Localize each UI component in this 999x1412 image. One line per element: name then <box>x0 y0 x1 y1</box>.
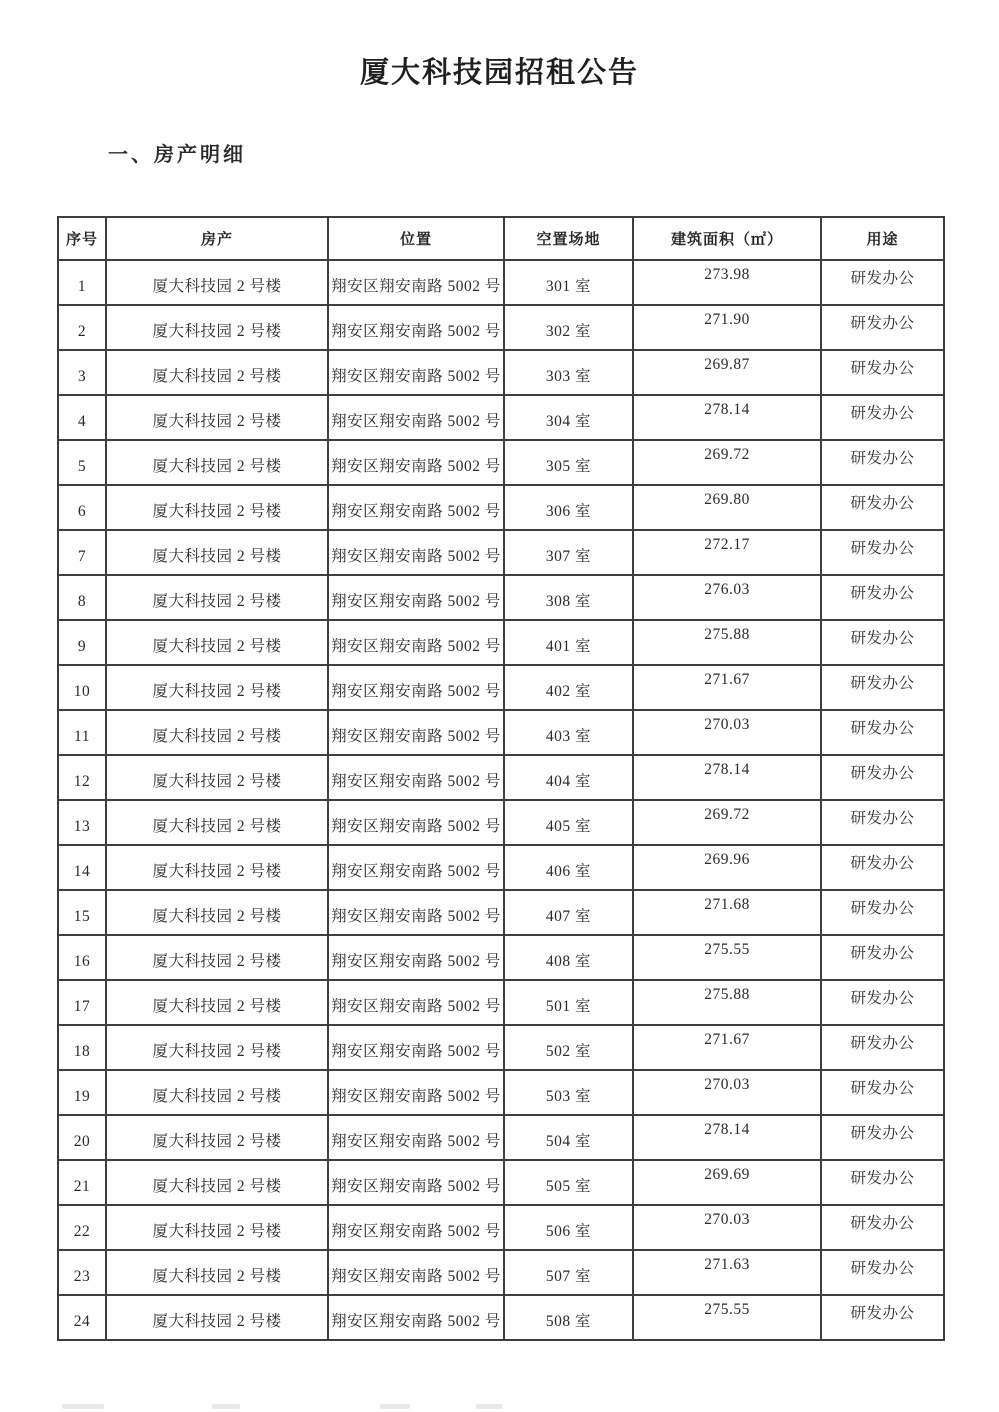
table-cell: 307 室 <box>504 530 633 575</box>
table-cell: 402 室 <box>504 665 633 710</box>
table-cell: 16 <box>58 935 106 980</box>
table-cell: 翔安区翔安南路 5002 号 <box>328 755 504 800</box>
table-row <box>58 1250 944 1295</box>
table-cell: 厦大科技园 2 号楼 <box>106 575 328 620</box>
table-cell: 翔安区翔安南路 5002 号 <box>328 620 504 665</box>
table-row <box>58 710 944 755</box>
table-row <box>58 260 944 305</box>
table-cell: 11 <box>58 710 106 755</box>
table-cell: 508 室 <box>504 1295 633 1340</box>
table-row <box>58 980 944 1025</box>
table-cell: 厦大科技园 2 号楼 <box>106 440 328 485</box>
table-cell: 302 室 <box>504 305 633 350</box>
table-cell: 10 <box>58 665 106 710</box>
table-cell: 研发办公 <box>821 575 944 620</box>
table-cell: 研发办公 <box>821 1160 944 1205</box>
table-cell: 14 <box>58 845 106 890</box>
table-cell: 401 室 <box>504 620 633 665</box>
table-cell: 翔安区翔安南路 5002 号 <box>328 1250 504 1295</box>
table-cell: 翔安区翔安南路 5002 号 <box>328 800 504 845</box>
table-cell: 研发办公 <box>821 305 944 350</box>
table-cell: 406 室 <box>504 845 633 890</box>
table-cell: 研发办公 <box>821 260 944 305</box>
table-cell: 厦大科技园 2 号楼 <box>106 800 328 845</box>
table-cell: 厦大科技园 2 号楼 <box>106 980 328 1025</box>
table-cell: 研发办公 <box>821 395 944 440</box>
table-cell: 厦大科技园 2 号楼 <box>106 305 328 350</box>
table-cell: 502 室 <box>504 1025 633 1070</box>
table-cell: 3 <box>58 350 106 395</box>
table-cell: 翔安区翔安南路 5002 号 <box>328 710 504 755</box>
table-cell: 翔安区翔安南路 5002 号 <box>328 665 504 710</box>
table-cell: 17 <box>58 980 106 1025</box>
table-cell: 269.72 <box>633 800 821 845</box>
table-cell: 269.87 <box>633 350 821 395</box>
table-cell: 研发办公 <box>821 845 944 890</box>
cutoff-text-fragment <box>476 1404 502 1409</box>
table-cell: 研发办公 <box>821 935 944 980</box>
table-cell: 21 <box>58 1160 106 1205</box>
table-cell: 5 <box>58 440 106 485</box>
table-cell: 13 <box>58 800 106 845</box>
table-cell: 278.14 <box>633 1115 821 1160</box>
table-cell: 505 室 <box>504 1160 633 1205</box>
table-header-cell: 空置场地 <box>504 217 633 260</box>
table-body <box>58 260 944 1340</box>
table-cell: 2 <box>58 305 106 350</box>
table-cell: 研发办公 <box>821 1250 944 1295</box>
table-header-cell: 序号 <box>58 217 106 260</box>
table-row <box>58 395 944 440</box>
table-cell: 408 室 <box>504 935 633 980</box>
table-cell: 271.67 <box>633 1025 821 1070</box>
table-cell: 278.14 <box>633 755 821 800</box>
table-cell: 翔安区翔安南路 5002 号 <box>328 1205 504 1250</box>
table-header-cell: 用途 <box>821 217 944 260</box>
table-cell: 276.03 <box>633 575 821 620</box>
cutoff-text-fragment <box>212 1404 240 1409</box>
table-cell: 270.03 <box>633 1205 821 1250</box>
table-row <box>58 1295 944 1340</box>
table-cell: 厦大科技园 2 号楼 <box>106 620 328 665</box>
table-cell: 研发办公 <box>821 665 944 710</box>
table-row <box>58 890 944 935</box>
table-cell: 厦大科技园 2 号楼 <box>106 710 328 755</box>
table-cell: 504 室 <box>504 1115 633 1160</box>
cutoff-text-fragment <box>380 1404 410 1409</box>
table-row <box>58 575 944 620</box>
table-cell: 403 室 <box>504 710 633 755</box>
table-cell: 厦大科技园 2 号楼 <box>106 890 328 935</box>
table-cell: 301 室 <box>504 260 633 305</box>
table-cell: 研发办公 <box>821 620 944 665</box>
table-cell: 研发办公 <box>821 1295 944 1340</box>
table-cell: 翔安区翔安南路 5002 号 <box>328 530 504 575</box>
table-cell: 1 <box>58 260 106 305</box>
page-title: 厦大科技园招租公告 <box>359 57 639 89</box>
table-cell: 405 室 <box>504 800 633 845</box>
table-cell: 501 室 <box>504 980 633 1025</box>
table-cell: 18 <box>58 1025 106 1070</box>
table-cell: 275.88 <box>633 980 821 1025</box>
table-cell: 翔安区翔安南路 5002 号 <box>328 1025 504 1070</box>
table-cell: 厦大科技园 2 号楼 <box>106 845 328 890</box>
table-header-cell: 房产 <box>106 217 328 260</box>
table-cell: 翔安区翔安南路 5002 号 <box>328 485 504 530</box>
table-row <box>58 1160 944 1205</box>
table-row <box>58 1025 944 1070</box>
table-cell: 404 室 <box>504 755 633 800</box>
table-cell: 厦大科技园 2 号楼 <box>106 260 328 305</box>
table-row <box>58 935 944 980</box>
table-row <box>58 755 944 800</box>
table-cell: 翔安区翔安南路 5002 号 <box>328 350 504 395</box>
table-cell: 研发办公 <box>821 1115 944 1160</box>
table-cell: 24 <box>58 1295 106 1340</box>
table-cell: 506 室 <box>504 1205 633 1250</box>
table-cell: 研发办公 <box>821 755 944 800</box>
table-row <box>58 350 944 395</box>
table-cell: 303 室 <box>504 350 633 395</box>
table-row <box>58 440 944 485</box>
table-cell: 20 <box>58 1115 106 1160</box>
table-row <box>58 485 944 530</box>
table-cell: 275.88 <box>633 620 821 665</box>
table-cell: 8 <box>58 575 106 620</box>
table-cell: 翔安区翔安南路 5002 号 <box>328 1115 504 1160</box>
table-row <box>58 620 944 665</box>
table-row <box>58 845 944 890</box>
table-cell: 269.72 <box>633 440 821 485</box>
table-cell: 22 <box>58 1205 106 1250</box>
table-cell: 研发办公 <box>821 710 944 755</box>
table-row <box>58 530 944 575</box>
table-header-cell: 建筑面积（㎡） <box>633 217 821 260</box>
table-cell: 厦大科技园 2 号楼 <box>106 1205 328 1250</box>
table-cell: 研发办公 <box>821 530 944 575</box>
table-cell: 翔安区翔安南路 5002 号 <box>328 1070 504 1115</box>
table-cell: 厦大科技园 2 号楼 <box>106 665 328 710</box>
table-cell: 翔安区翔安南路 5002 号 <box>328 1295 504 1340</box>
table-cell: 厦大科技园 2 号楼 <box>106 755 328 800</box>
table-cell: 271.90 <box>633 305 821 350</box>
table-cell: 304 室 <box>504 395 633 440</box>
table-cell: 翔安区翔安南路 5002 号 <box>328 305 504 350</box>
table-cell: 4 <box>58 395 106 440</box>
table-cell: 研发办公 <box>821 350 944 395</box>
table-cell: 19 <box>58 1070 106 1115</box>
table-cell: 厦大科技园 2 号楼 <box>106 1295 328 1340</box>
table-header-cell: 位置 <box>328 217 504 260</box>
table-cell: 厦大科技园 2 号楼 <box>106 395 328 440</box>
table-cell: 翔安区翔安南路 5002 号 <box>328 890 504 935</box>
table-cell: 研发办公 <box>821 485 944 530</box>
table-cell: 503 室 <box>504 1070 633 1115</box>
table-cell: 研发办公 <box>821 440 944 485</box>
table-cell: 270.03 <box>633 1070 821 1115</box>
table-row <box>58 800 944 845</box>
table-cell: 507 室 <box>504 1250 633 1295</box>
table-cell: 研发办公 <box>821 980 944 1025</box>
table-cell: 15 <box>58 890 106 935</box>
table-cell: 厦大科技园 2 号楼 <box>106 1115 328 1160</box>
table-cell: 研发办公 <box>821 1205 944 1250</box>
table-row <box>58 305 944 350</box>
table-cell: 研发办公 <box>821 1025 944 1070</box>
table-row <box>58 665 944 710</box>
table-cell: 厦大科技园 2 号楼 <box>106 1025 328 1070</box>
table-cell: 翔安区翔安南路 5002 号 <box>328 1160 504 1205</box>
section-heading: 一、房产明细 <box>108 144 246 166</box>
table-cell: 翔安区翔安南路 5002 号 <box>328 260 504 305</box>
table-cell: 9 <box>58 620 106 665</box>
table-cell: 厦大科技园 2 号楼 <box>106 1160 328 1205</box>
table-cell: 272.17 <box>633 530 821 575</box>
property-table <box>57 216 945 1341</box>
table-cell: 翔安区翔安南路 5002 号 <box>328 395 504 440</box>
table-cell: 269.96 <box>633 845 821 890</box>
table-cell: 厦大科技园 2 号楼 <box>106 1250 328 1295</box>
table-cell: 308 室 <box>504 575 633 620</box>
table-cell: 研发办公 <box>821 1070 944 1115</box>
table-cell: 研发办公 <box>821 890 944 935</box>
table-cell: 厦大科技园 2 号楼 <box>106 350 328 395</box>
table-cell: 269.80 <box>633 485 821 530</box>
table-row <box>58 1115 944 1160</box>
table-cell: 270.03 <box>633 710 821 755</box>
table-cell: 271.63 <box>633 1250 821 1295</box>
cutoff-text-fragment <box>62 1404 104 1409</box>
table-cell: 12 <box>58 755 106 800</box>
table-cell: 厦大科技园 2 号楼 <box>106 1070 328 1115</box>
table-cell: 厦大科技园 2 号楼 <box>106 485 328 530</box>
table-cell: 翔安区翔安南路 5002 号 <box>328 575 504 620</box>
table-cell: 407 室 <box>504 890 633 935</box>
table-cell: 7 <box>58 530 106 575</box>
table-cell: 275.55 <box>633 1295 821 1340</box>
table-cell: 306 室 <box>504 485 633 530</box>
table-cell: 翔安区翔安南路 5002 号 <box>328 440 504 485</box>
table-cell: 翔安区翔安南路 5002 号 <box>328 980 504 1025</box>
table-cell: 翔安区翔安南路 5002 号 <box>328 845 504 890</box>
table-row <box>58 1070 944 1115</box>
table-cell: 6 <box>58 485 106 530</box>
table-cell: 厦大科技园 2 号楼 <box>106 935 328 980</box>
table-row <box>58 1205 944 1250</box>
table-cell: 翔安区翔安南路 5002 号 <box>328 935 504 980</box>
table-cell: 271.67 <box>633 665 821 710</box>
table-cell: 271.68 <box>633 890 821 935</box>
table-cell: 厦大科技园 2 号楼 <box>106 530 328 575</box>
table-cell: 269.69 <box>633 1160 821 1205</box>
table-cell: 研发办公 <box>821 800 944 845</box>
table-header-row <box>58 217 944 260</box>
page-bottom-cutoff-marks <box>0 1404 999 1410</box>
table-cell: 278.14 <box>633 395 821 440</box>
table-cell: 305 室 <box>504 440 633 485</box>
table-cell: 23 <box>58 1250 106 1295</box>
table-cell: 275.55 <box>633 935 821 980</box>
table-cell: 273.98 <box>633 260 821 305</box>
